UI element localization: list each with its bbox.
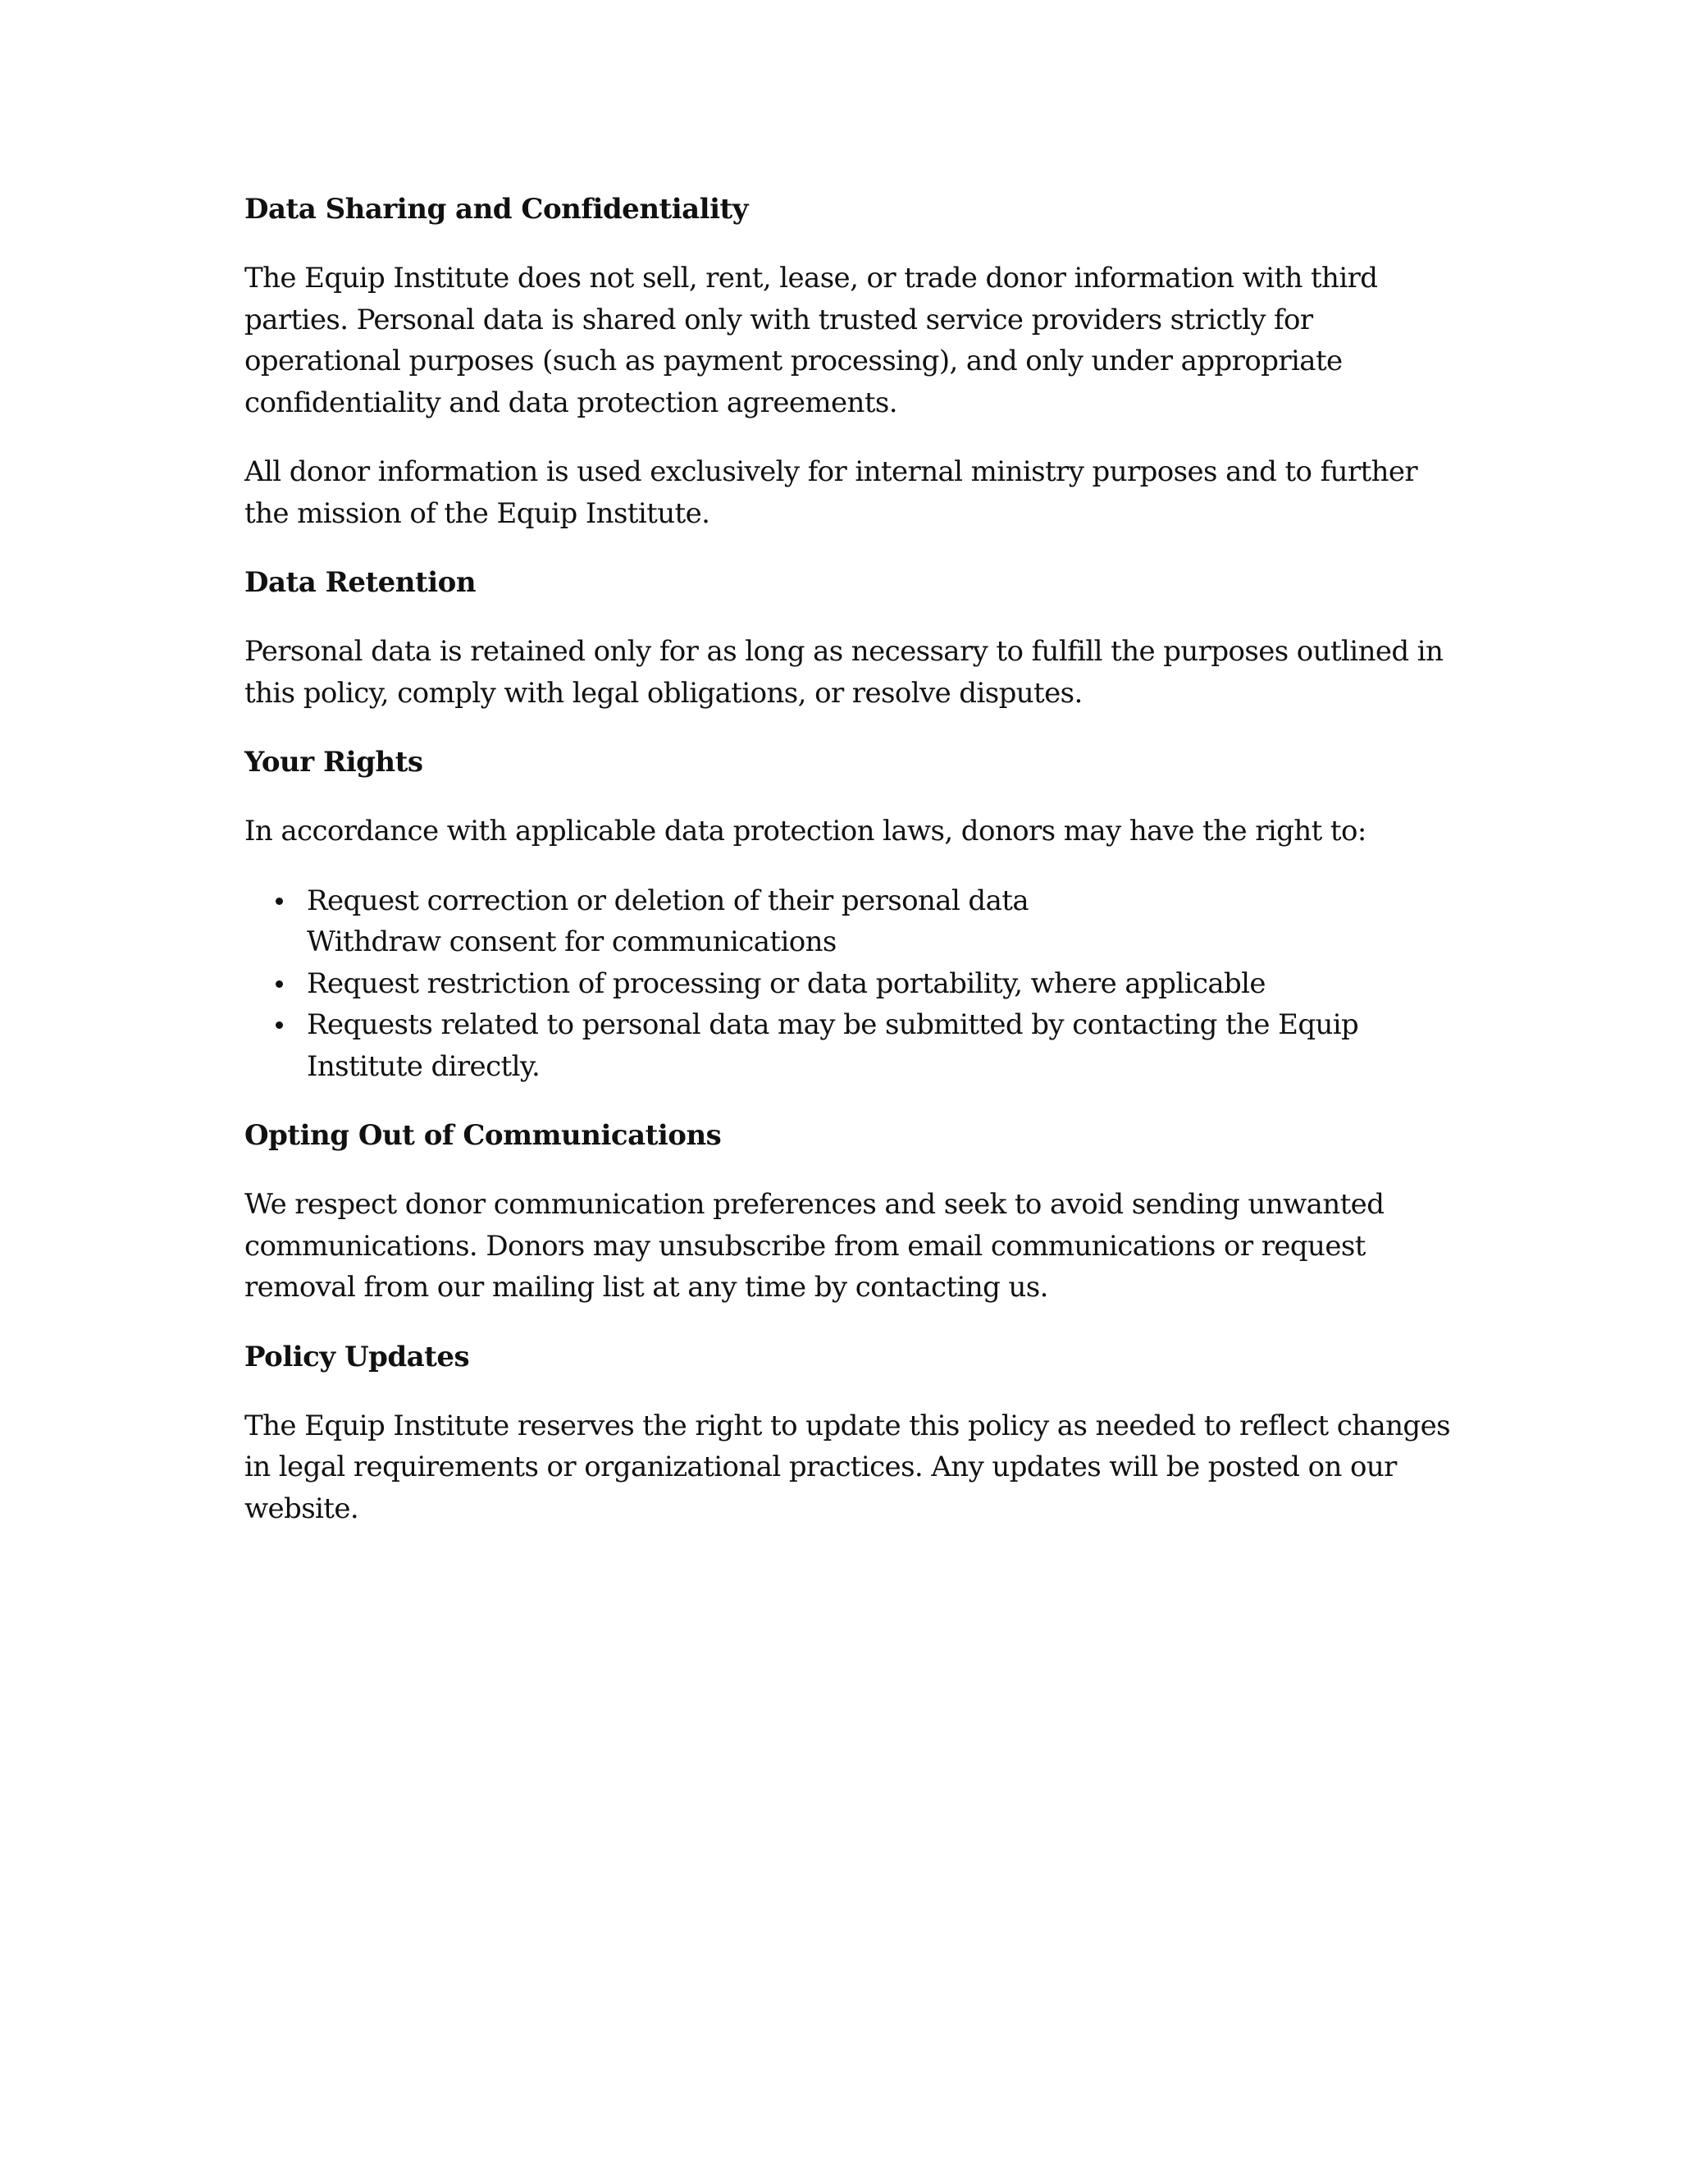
list-item — [244, 880, 1458, 963]
list-item-text: Request correction or deletion of their personal data — [307, 884, 1029, 917]
rights-bullet-list — [244, 880, 1458, 1088]
paragraph-data-retention: Personal data is retained only for as long as necessary to fulfill the purposes outlined in this policy, comply with legal obligations, or resolve disputes. — [244, 635, 1444, 710]
paragraph-data-sharing: The Equip Institute does not sell, rent, lease, or trade donor information with third parties. Personal data is shared only with trusted service providers strictly for operational purposes (such as payment processing), and only under appropriate confidentiality and data protection agreements. — [244, 262, 1378, 419]
section-heading-data-retention: Data Retention — [244, 566, 477, 599]
section-heading-policy-updates: Policy Updates — [244, 1340, 470, 1373]
bullet-dot-icon — [276, 980, 283, 988]
bullet-dot-icon — [276, 898, 283, 905]
list-item — [244, 1004, 1458, 1087]
paragraph-policy-updates: The Equip Institute reserves the right to update this policy as needed to reflect changes in legal requirements or organizational practices. Any updates will be posted on our website. — [244, 1409, 1450, 1525]
list-item-continuation: Withdraw consent for communications — [307, 925, 837, 958]
paragraph-donor-information-use: All donor information is used exclusively for internal ministry purposes and to further the mission of the Equip Institute. — [244, 455, 1418, 530]
bullet-dot-icon — [276, 1021, 283, 1029]
paragraph-rights-intro: In accordance with applicable data protection laws, donors may have the right to: — [244, 815, 1366, 848]
list-item-text: Requests related to personal data may be submitted by contacting the Equip Institute directly. — [307, 1008, 1359, 1083]
section-heading-your-rights: Your Rights — [244, 746, 423, 779]
paragraph-opting-out: We respect donor communication preferences and seek to avoid sending unwanted communications. Donors may unsubscribe from email communications or request removal from our mailing list at any time by contacting us. — [244, 1188, 1385, 1304]
document-page — [244, 189, 1458, 1557]
list-item — [244, 963, 1458, 1005]
section-heading-data-sharing: Data Sharing and Confidentiality — [244, 193, 748, 226]
list-item-text: Request restriction of processing or data portability, where applicable — [307, 966, 1266, 1000]
section-heading-opting-out: Opting Out of Communications — [244, 1119, 722, 1152]
